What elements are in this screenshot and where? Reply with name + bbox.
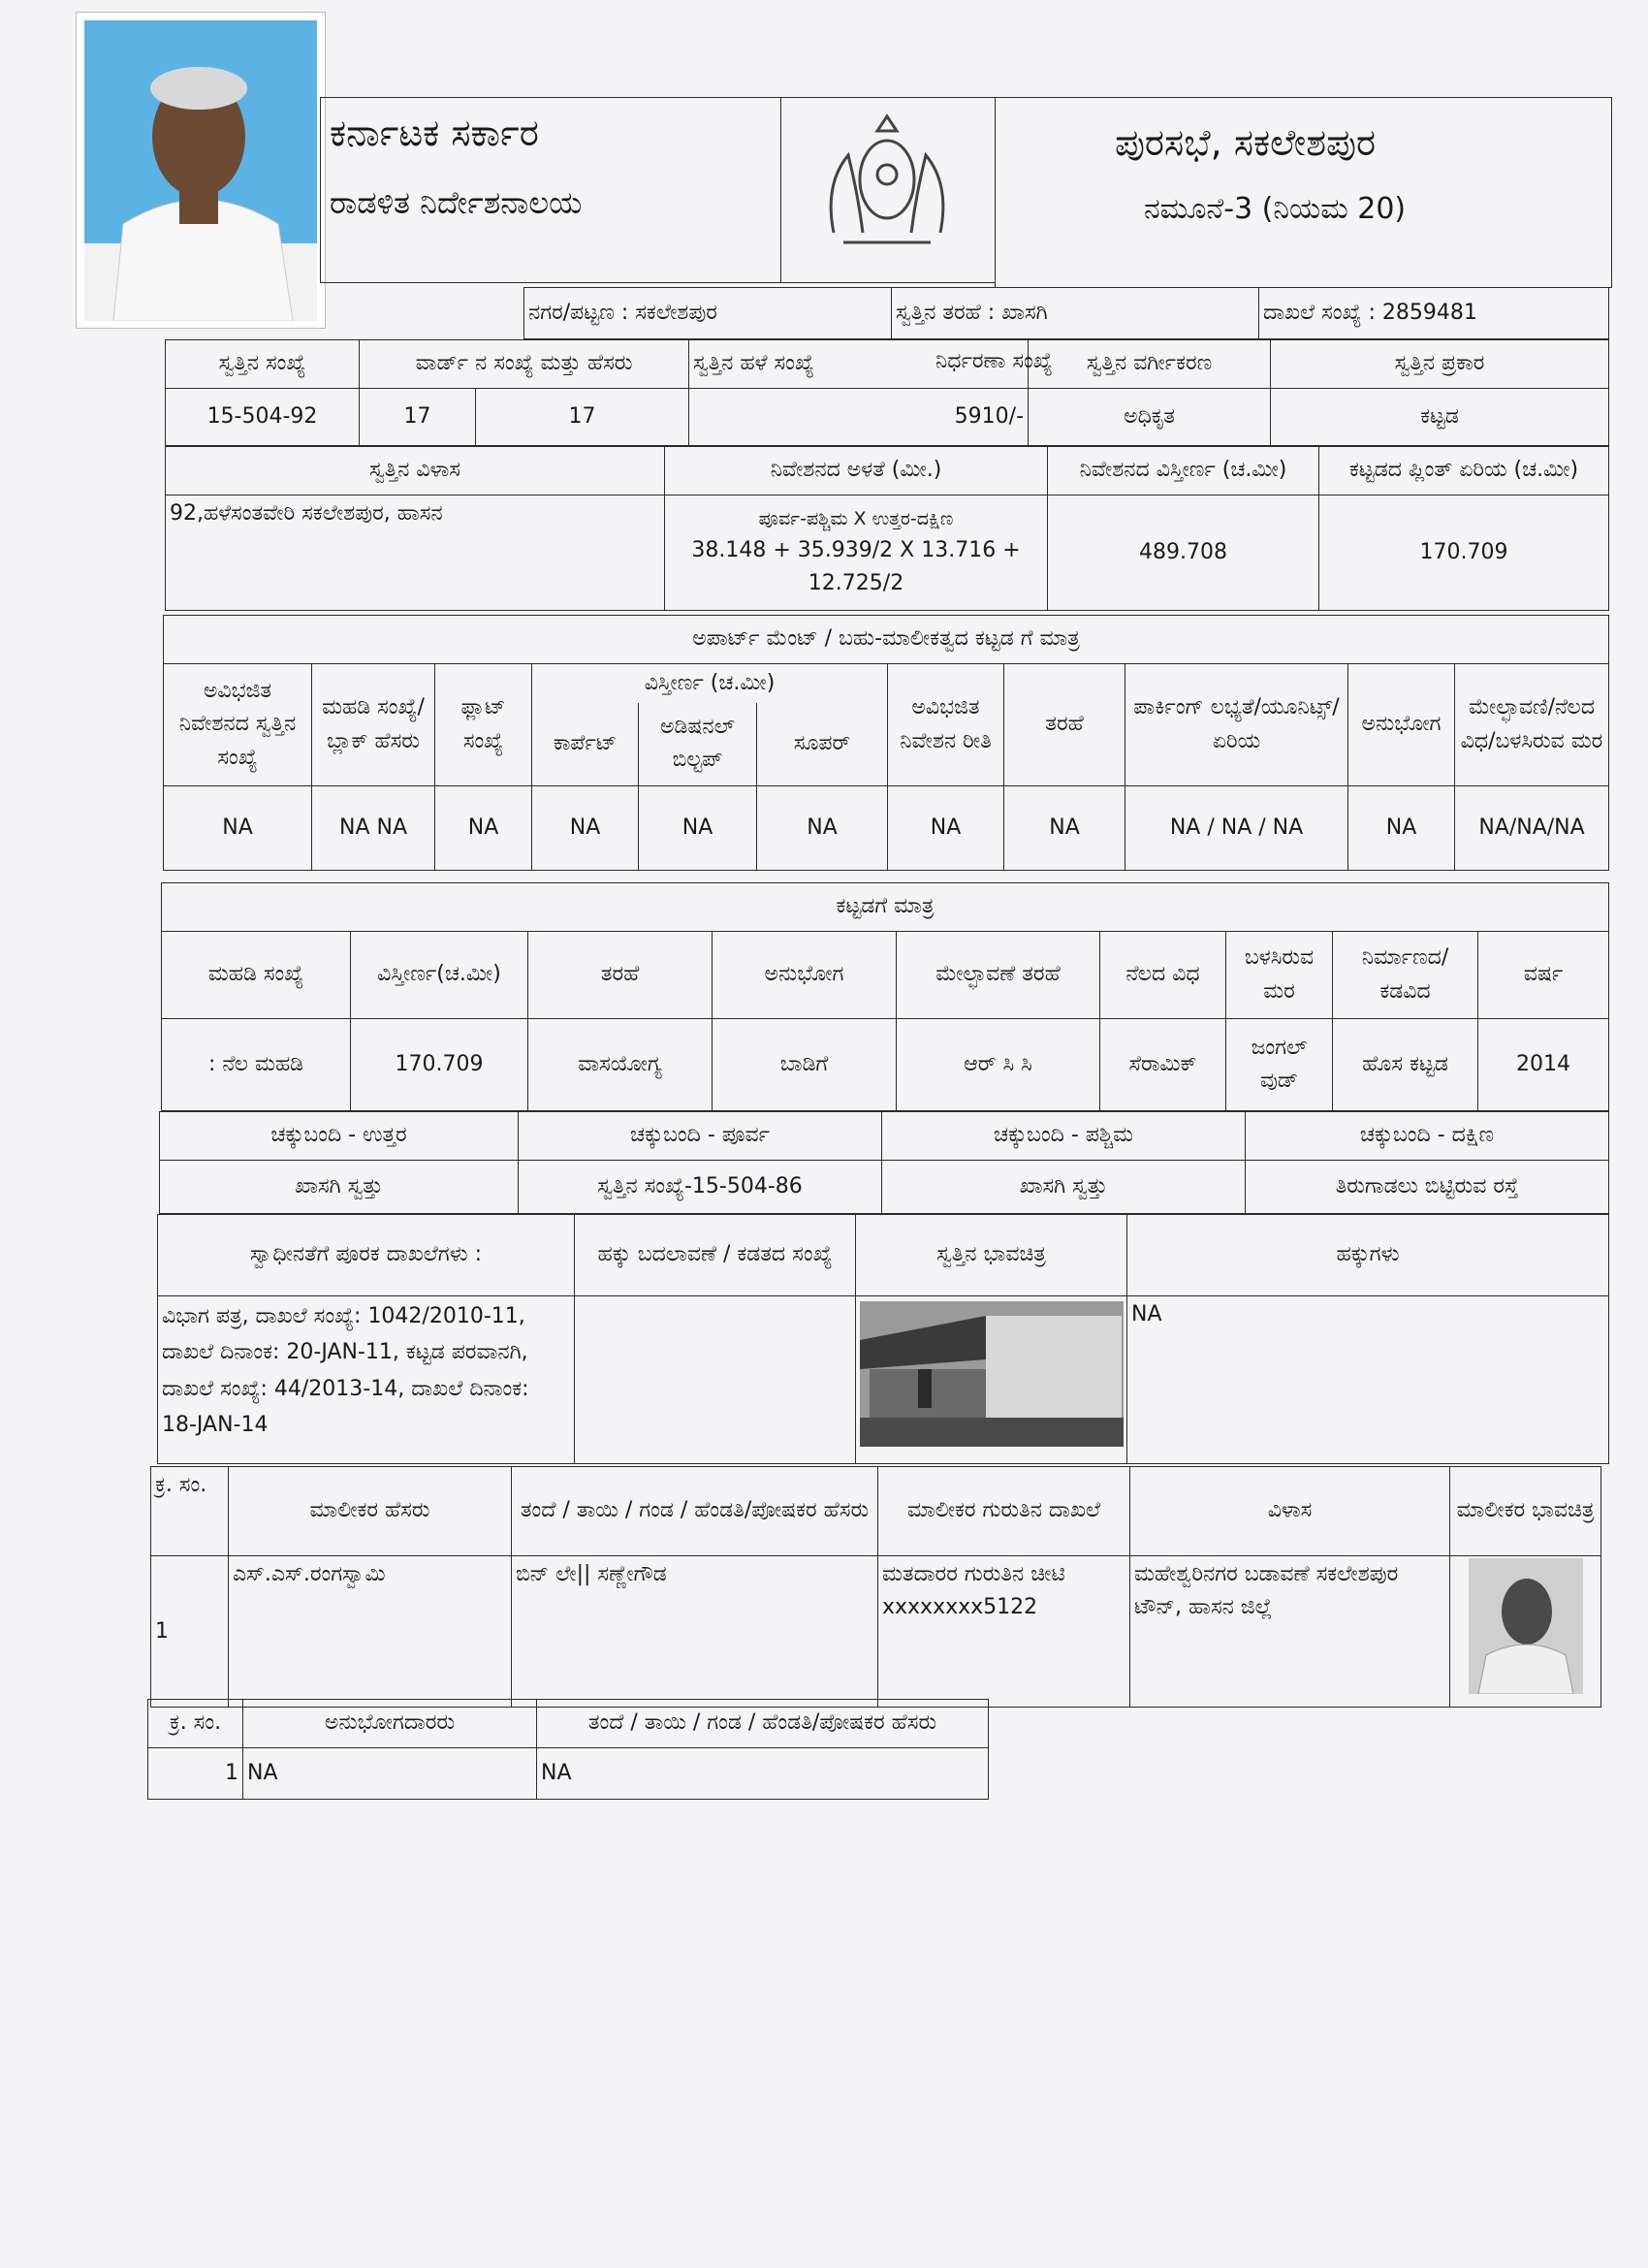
b-header: ನಿರ್ಮಾಣದ/ ಕಡವಿದ <box>1333 932 1478 1019</box>
boundary-north-header: ಚಕ್ಕುಬಂದಿ - ಉತ್ತರ <box>160 1112 519 1161</box>
occupants-table <box>147 1699 989 1800</box>
header-plinth-area: ಕಟ್ಟಡದ ಪ್ಲಿಂತ್ ಏರಿಯ (ಚ.ಮೀ) <box>1319 447 1609 495</box>
applicant-photo <box>76 12 326 329</box>
header-address: ಸ್ವತ್ತಿನ ವಿಳಾಸ <box>166 447 665 495</box>
measure-cell <box>665 495 1048 611</box>
documents-text: ವಿಭಾಗ ಪತ್ರ, ದಾಖಲೆ ಸಂಖ್ಯೆ: 1042/2010-11, ದಾಖಲೆ ದಿನಾಂಕ: 20-JAN-11, ಕಟ್ಟಡ ಪರವಾನಗಿ, ದಾಖಲೆ ಸಂಖ್ಯೆ: 44/2013-14, ದಾಖಲೆ ದಿನಾಂಕ: 18-JAN-14 <box>158 1296 575 1464</box>
plinth-area: 170.709 <box>1319 495 1609 611</box>
h-rights: ಹಕ್ಕುಗಳು <box>1127 1215 1609 1296</box>
b-value: ಜಂಗಲ್ ವುಡ್ <box>1226 1019 1333 1111</box>
owner-id-doc: ಮತದಾರರ ಗುರುತಿನ ಚೀಟಿ <box>882 1562 1065 1586</box>
b-header: ನೆಲದ ವಿಧ <box>1100 932 1226 1019</box>
header-property-kind: ಸ್ವತ್ತಿನ ಪ್ರಕಾರ <box>1271 340 1609 389</box>
h-id-doc: ಮಾಲೀಕರ ಗುರುತಿನ ದಾಖಲೆ <box>878 1467 1130 1556</box>
directorate: ರಾಡಳಿತ ನಿರ್ದೇಶನಾಲಯ <box>330 184 583 221</box>
h-occ-relation: ತಂದೆ / ತಾಯಿ / ಗಂಡ / ಹೆಂಡತಿ/ಪೋಷಕರ ಹೆಸರು <box>537 1700 989 1748</box>
h-occupants: ಅನುಭೋಗದಾರರು <box>243 1700 537 1748</box>
h-flat-no: ಫ್ಲಾಟ್ ಸಂಖ್ಯೆ <box>435 664 532 786</box>
header-assessment-no: ನಿರ್ಧರಣಾ ಸಂಖ್ಯೆ <box>935 349 1053 373</box>
b-value: 170.709 <box>351 1019 528 1111</box>
boundary-west: ಖಾಸಗಿ ಸ್ವತ್ತು <box>882 1161 1246 1214</box>
rights: NA <box>1127 1296 1609 1464</box>
transfer-cell <box>575 1296 856 1464</box>
classification: ಅಧಿಕೃತ <box>1029 389 1271 446</box>
b-header: ಮಹಡಿ ಸಂಖ್ಯೆ <box>162 932 351 1019</box>
b-value: ವಾಸಯೋಗ್ಯ <box>528 1019 713 1111</box>
owner-sno: 1 <box>151 1556 229 1708</box>
form-number: ನಮೂನೆ-3 (ನಿಯಮ 20) <box>1144 192 1407 226</box>
owner-id-no: xxxxxxxx5122 <box>882 1595 1038 1620</box>
b-header: ಅನುಭೋಗ <box>713 932 897 1019</box>
b-header: ಮೇಲ್ಛಾವಣೆ ತರಹೆ <box>897 932 1100 1019</box>
town: ನಗರ/ಪಟ್ಟಣ : ಸಕಲೇಶಪುರ <box>524 288 892 339</box>
boundary-east: ಸ್ವತ್ತಿನ ಸಂಖ್ಯೆ-15-504-86 <box>519 1161 882 1214</box>
site-area: 489.708 <box>1048 495 1319 611</box>
property-photo <box>860 1301 1124 1447</box>
measure-value: 38.148 + 35.939/2 X 13.716 + 12.725/2 <box>691 537 1021 595</box>
occ-sno: 1 <box>148 1748 243 1800</box>
b-value: ಆರ್ ಸಿ ಸಿ <box>897 1019 1100 1111</box>
record-number: ದಾಖಲೆ ಸಂಖ್ಯೆ : 2859481 <box>1259 288 1609 339</box>
h-owner-name: ಮಾಲೀಕರ ಹೆಸರು <box>229 1467 512 1556</box>
info-line <box>523 287 1609 339</box>
gov-name: ಕರ್ನಾಟಕ ಸರ್ಕಾರ <box>330 112 539 154</box>
h-owner-photo: ಮಾಲೀಕರ ಭಾವಚಿತ್ರ <box>1450 1467 1601 1556</box>
apartment-table <box>163 615 1609 871</box>
header-measure: ನಿವೇಶನದ ಅಳತೆ (ಮೀ.) <box>665 447 1048 495</box>
header-ward: ವಾರ್ಡ್ ನ ಸಂಖ್ಯೆ ಮತ್ತು ಹೆಸರು <box>360 340 689 389</box>
property-type: ಸ್ವತ್ತಿನ ತರಹೆ : ಖಾಸಗಿ <box>892 288 1259 339</box>
apt-value: NA <box>1348 786 1455 871</box>
documents-table <box>157 1214 1609 1464</box>
property-address-table <box>165 446 1609 611</box>
owner-name: ಎಸ್.ಎಸ್.ರಂಗಸ್ವಾಮಿ <box>229 1556 512 1708</box>
property-kind: ಕಟ್ಟಡ <box>1271 389 1609 446</box>
h-parking: ಪಾರ್ಕಿಂಗ್ ಲಭ್ಯತೆ/ಯೂನಿಟ್ಸ್/ಏರಿಯ <box>1125 664 1348 786</box>
building-title: ಕಟ್ಟಡಗೆ ಮಾತ್ರ <box>162 883 1609 932</box>
h-occ-sno: ಕ್ರ. ಸಂ. <box>148 1700 243 1748</box>
b-header: ವರ್ಷ <box>1478 932 1609 1019</box>
header-property-no: ಸ್ವತ್ತಿನ ಸಂಖ್ಯೆ <box>166 340 360 389</box>
h-usage: ಅನುಭೋಗ <box>1348 664 1455 786</box>
owners-table <box>150 1466 1601 1708</box>
h-relation: ತಂದೆ / ತಾಯಿ / ಗಂಡ / ಹೆಂಡತಿ/ಪೋಷಕರ ಹೆಸರು <box>512 1467 878 1556</box>
assessment-no: 5910/- <box>689 389 1029 446</box>
property-summary-table <box>165 339 1609 446</box>
address: 92,ಹಳೆಸಂತವೇರಿ ಸಕಲೇಶಪುರ, ಹಾಸನ <box>166 495 665 611</box>
property-photo-cell <box>856 1296 1127 1464</box>
b-value: ಬಾಡಿಗೆ <box>713 1019 897 1111</box>
header-old-no: ಸ್ವತ್ತಿನ ಹಳೆ ಸಂಖ್ಯೆ <box>689 340 1029 389</box>
h-roof-floor-wood: ಮೇಲ್ಛಾವಣಿ/ನೆಲದ ವಿಧ/ಬಳಸಿರುವ ಮರ <box>1455 664 1609 786</box>
boundary-north: ಖಾಸಗಿ ಸ್ವತ್ತು <box>160 1161 519 1214</box>
apt-value: NA <box>757 786 888 871</box>
apt-value: NA <box>1004 786 1125 871</box>
municipality-name: ಪುರಸಭೆ, ಸಕಲೇಶಪುರ <box>1115 121 1377 164</box>
state-emblem-icon <box>805 107 969 252</box>
boundary-south: ತಿರುಗಾಡಲು ಬಿಟ್ಟಿರುವ ರಸ್ತೆ <box>1246 1161 1609 1214</box>
property-no: 15-504-92 <box>166 389 360 446</box>
h-transfer: ಹಕ್ಕು ಬದಲಾವಣೆ / ಕಡತದ ಸಂಖ್ಯೆ <box>575 1215 856 1296</box>
apt-value: NA <box>164 786 312 871</box>
header-site-area: ನಿವೇಶನದ ವಿಸ್ತೀರ್ಣ (ಚ.ಮೀ) <box>1048 447 1319 495</box>
h-super: ಸೂಪರ್ <box>757 703 888 786</box>
b-header: ವಿಸ್ತೀರ್ಣ(ಚ.ಮೀ) <box>351 932 528 1019</box>
apt-value: NA <box>435 786 532 871</box>
owner-address: ಮಹೇಶ್ವರಿನಗರ ಬಡಾವಣೆ ಸಕಲೇಶಪುರ ಟೌನ್, ಹಾಸನ ಜಿಲ್ಲೆ <box>1130 1556 1450 1708</box>
boundary-south-header: ಚಕ್ಕುಬಂದಿ - ದಕ್ಷಿಣ <box>1246 1112 1609 1161</box>
apt-value: NA NA <box>312 786 435 871</box>
occ-relation: NA <box>537 1748 989 1800</box>
owner-photo <box>1469 1558 1583 1694</box>
h-undivided-method: ಅವಿಭಜಿತ ನಿವೇಶನ ರೀತಿ <box>888 664 1004 786</box>
h-documents: ಸ್ವಾಧೀನತೆಗೆ ಪೂರಕ ದಾಖಲೆಗಳು : <box>158 1215 575 1296</box>
boundary-east-header: ಚಕ್ಕುಬಂದಿ - ಪೂರ್ವ <box>519 1112 882 1161</box>
h-floor-block: ಮಹಡಿ ಸಂಖ್ಯೆ/ಬ್ಲಾಕ್ ಹೆಸರು <box>312 664 435 786</box>
occ-name: NA <box>243 1748 537 1800</box>
h-sno: ಕ್ರ. ಸಂ. <box>151 1467 229 1556</box>
apt-value: NA <box>532 786 639 871</box>
apt-value: NA/NA/NA <box>1455 786 1609 871</box>
apt-value: NA / NA / NA <box>1125 786 1348 871</box>
b-header: ತರಹೆ <box>528 932 713 1019</box>
apartment-title: ಅಪಾರ್ಟ್ ಮೆಂಟ್ / ಬಹು-ಮಾಲೀಕತ್ವದ ಕಟ್ಟಡ ಗೆ ಮಾತ್ರ <box>164 616 1609 664</box>
b-value: : ನೆಲ ಮಹಡಿ <box>162 1019 351 1111</box>
b-value: ಸೆರಾಮಿಕ್ <box>1100 1019 1226 1111</box>
h-property-photo: ಸ್ವತ್ತಿನ ಭಾವಚಿತ್ರ <box>856 1215 1127 1296</box>
h-address: ವಿಳಾಸ <box>1130 1467 1450 1556</box>
boundary-west-header: ಚಕ್ಕುಬಂದಿ - ಪಶ್ಚಿಮ <box>882 1112 1246 1161</box>
owner-relation: ಬಿನ್ ಲೇ|| ಸಣ್ಣೇಗೌಡ <box>512 1556 878 1708</box>
h-carpet: ಕಾರ್ಪೆಟ್ <box>532 703 639 786</box>
b-header: ಬಳಸಿರುವ ಮರ <box>1226 932 1333 1019</box>
apt-value: NA <box>639 786 757 871</box>
owner-photo-cell <box>1450 1556 1601 1708</box>
owner-id-cell <box>878 1556 1130 1708</box>
h-undivided: ಅವಿಭಜಿತ ನಿವೇಶನದ ಸ್ವತ್ತಿನ ಸಂಖ್ಯೆ <box>164 664 312 786</box>
header-classification: ಸ್ವತ್ತಿನ ವರ್ಗೀಕರಣ <box>1029 340 1271 389</box>
b-value: 2014 <box>1478 1019 1609 1111</box>
h-additional: ಅಡಿಷನಲ್ ಬಿಲ್ಟಪ್ <box>639 703 757 786</box>
ward-name: 17 <box>476 389 689 446</box>
b-value: ಹೊಸ ಕಟ್ಟಡ <box>1333 1019 1478 1111</box>
h-area: ವಿಸ್ತೀರ್ಣ (ಚ.ಮೀ) <box>532 664 888 703</box>
building-table <box>161 882 1609 1111</box>
apt-value: NA <box>888 786 1004 871</box>
ward-no: 17 <box>360 389 476 446</box>
measure-label: ಪೂರ್ವ-ಪಶ್ಚಿಮ X ಉತ್ತರ-ದಕ್ಷಿಣ <box>758 508 954 530</box>
h-type: ತರಹೆ <box>1004 664 1125 786</box>
boundaries-table <box>159 1111 1609 1214</box>
